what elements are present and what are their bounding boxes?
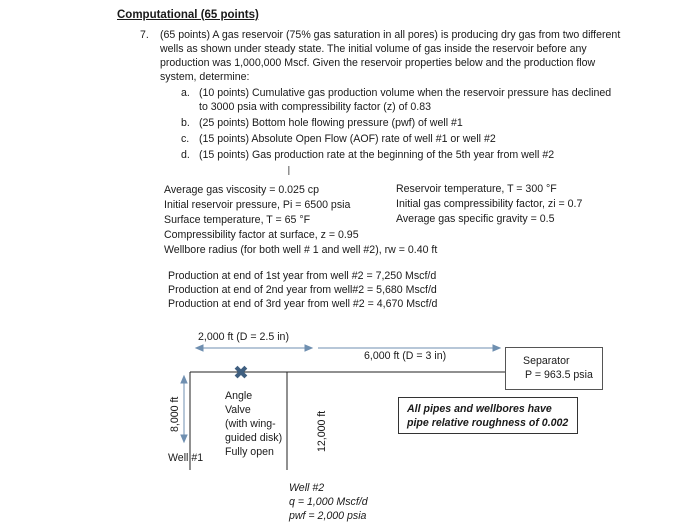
arrow-right-icon (305, 345, 312, 351)
valve-label: Fully open (225, 446, 274, 458)
well2-rate: q = 1,000 Mscf/d (289, 496, 368, 508)
production-line: Production at end of 2nd year from well#2 = 5,680 Mscf/d (168, 284, 437, 296)
valve-label: Angle (225, 390, 253, 402)
arrow-up-icon (181, 376, 187, 383)
part-label: a. (181, 87, 190, 99)
property-left: Compressibility factor at surface, z = 0.95 (164, 229, 359, 241)
valve-label: guided disk) (225, 432, 283, 444)
arrow-right-icon (493, 345, 500, 351)
arrow-left-icon (196, 345, 203, 351)
roughness-note-box (398, 397, 578, 434)
question-line: (65 points) A gas reservoir (75% gas saturation in all pores) is producing dry gas from two different (160, 29, 621, 41)
property-left: Average gas viscosity = 0.025 cp (164, 184, 319, 196)
well2-label: Well #2 (289, 482, 325, 494)
separator-box (505, 347, 603, 390)
property-left: Wellbore radius (for both well # 1 and well #2), rw = 0.40 ft (164, 244, 438, 256)
part-label: d. (181, 149, 190, 161)
well2-depth: 12,000 ft (316, 410, 328, 452)
note-line: pipe relative roughness of 0.002 (407, 417, 569, 429)
property-right: Reservoir temperature, T = 300 °F (396, 183, 557, 195)
property-right: Average gas specific gravity = 0.5 (396, 213, 555, 225)
well1-label: Well #1 (168, 452, 204, 464)
production-line: Production at end of 3rd year from well #2 = 4,670 Mscf/d (168, 298, 438, 310)
separator-title: Separator (523, 355, 570, 367)
question-line: production was 1,000,000 Mscf. Given the reservoir properties below and the production flow (160, 57, 596, 69)
well2-pwf: pwf = 2,000 psia (289, 510, 367, 522)
pipe2-label: 6,000 ft (D = 3 in) (364, 350, 447, 362)
question-line: system, determine: (160, 71, 250, 83)
property-left: Initial reservoir pressure, Pi = 6500 psia (164, 199, 351, 211)
part-d-line: (15 points) Gas production rate at the beginning of the 5th year from well #2 (199, 149, 555, 161)
valve-x-icon: ✖ (233, 363, 249, 384)
part-b-line: (25 points) Bottom hole flowing pressure (pwf) of well #1 (199, 117, 463, 129)
property-left: Surface temperature, T = 65 °F (164, 214, 311, 226)
part-a-line: (10 points) Cumulative gas production volume when the reservoir pressure has declined (199, 87, 612, 99)
part-label: b. (181, 117, 190, 129)
valve-label: Valve (225, 404, 251, 416)
production-line: Production at end of 1st year from well #2 = 7,250 Mscf/d (168, 270, 437, 282)
well1-depth: 8,000 ft (169, 396, 181, 432)
pipe1-label: 2,000 ft (D = 2.5 in) (198, 331, 289, 343)
question-line: wells as shown under steady state. The initial volume of gas inside the reservoir before any (160, 43, 587, 55)
part-c-line: (15 points) Absolute Open Flow (AOF) rate of well #1 or well #2 (199, 133, 496, 145)
part-a-line: to 3000 psia with compressibility factor (z) of 0.83 (199, 101, 431, 113)
property-right: Initial gas compressibility factor, zi = 0.7 (396, 198, 583, 210)
question-number: 7. (140, 29, 149, 41)
text-cursor-icon: I (287, 163, 291, 178)
valve-label: (with wing- (225, 418, 276, 430)
section-heading: Computational (65 points) (117, 9, 259, 21)
arrow-down-icon (181, 435, 187, 442)
part-label: c. (181, 133, 190, 145)
note-line: All pipes and wellbores have (407, 403, 552, 415)
separator-pressure: P = 963.5 psia (525, 369, 593, 381)
